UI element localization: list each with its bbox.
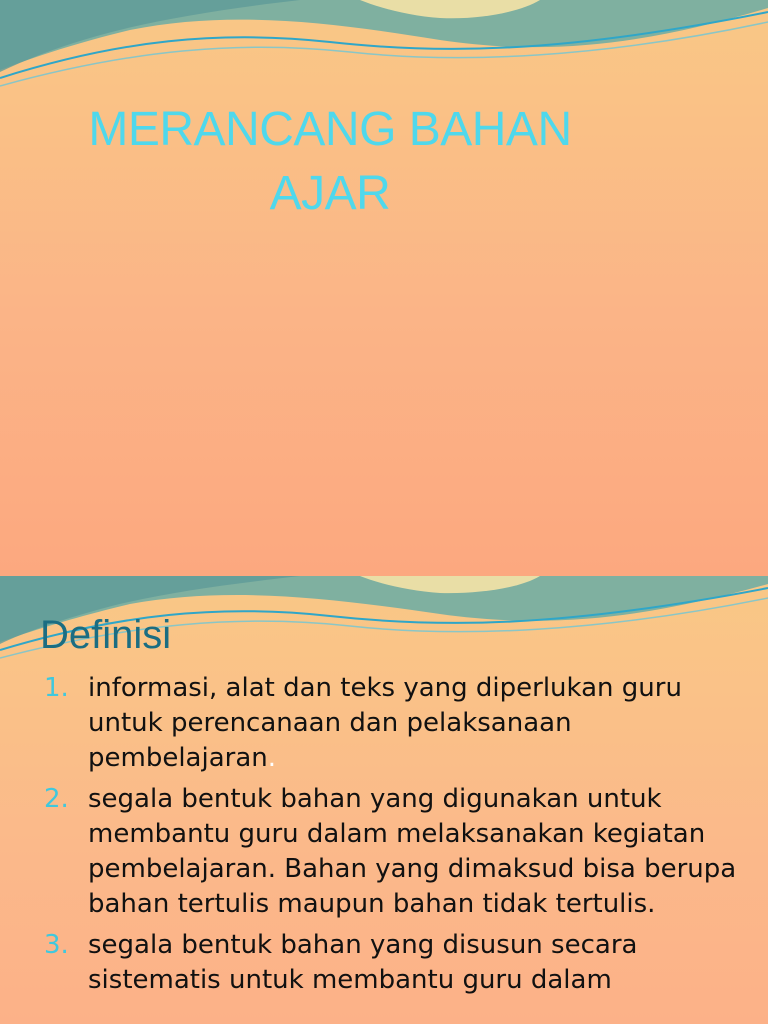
definition-list [44,671,744,1004]
list-text [88,671,744,776]
list-number: 2. [44,784,69,814]
definition-slide [0,576,768,1024]
list-item [44,782,744,922]
list-text: segala bentuk bahan yang digunakan untuk membantu guru dalam melaksanakan kegiatan pembelajaran. Bahan yang dimaksud bisa berupa bahan tertulis maupun bahan tidak tertulis. [88,784,737,919]
page-title [0,98,660,226]
title-line-1: MERANCANG BAHAN [88,103,572,156]
list-text: segala bentuk bahan yang disusun secara sistematis untuk membantu guru dalam [88,930,638,995]
section-heading: Definisi [40,613,172,657]
list-number: 3. [44,930,69,960]
list-text-body: informasi, alat dan teks yang diperlukan guru untuk perencanaan dan pelaksanaan pembelajaran [88,673,682,773]
trailing-dot: . [267,743,277,773]
decorative-wave [0,0,768,100]
list-number: 1. [44,673,69,703]
title-line-2: AJAR [269,167,391,220]
list-item [44,671,744,776]
list-item [44,928,744,998]
